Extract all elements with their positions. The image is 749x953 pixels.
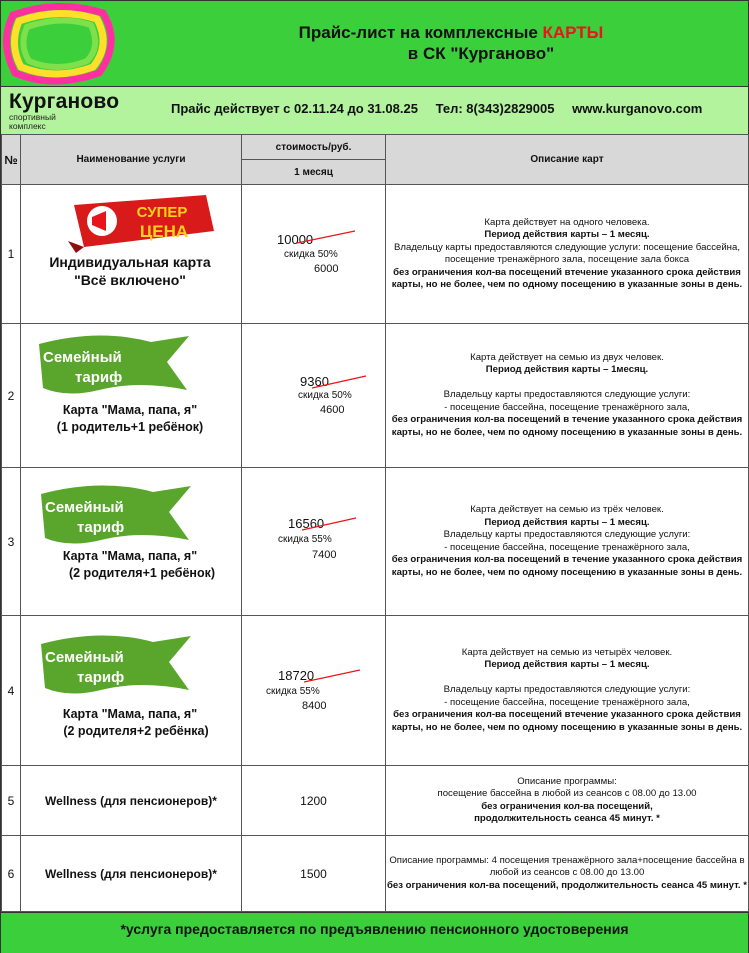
price-value: 1500 [242,836,386,912]
new-price: 7400 [312,549,337,561]
description-line: без ограничения кол-ва посещений, [481,800,653,812]
description-line [386,672,748,685]
brand-subtitle-1: спортивный [9,112,56,122]
validity-text: Прайс действует с 02.11.24 до 31.08.25 [171,101,418,116]
description-line: Период действия карты – 1 месяц. [484,516,650,528]
description-line: Владельцу карты предоставляются следующие услуги: [443,684,691,696]
table-row [2,766,749,836]
new-price: 4600 [320,404,345,416]
table-row [2,836,749,912]
service-name: Wellness (для пенсионеров)* [21,766,242,836]
old-price: 9360 [300,374,329,389]
page-subtitle: в СК "Курганово" [407,44,555,63]
table-row [2,185,749,324]
family-tariff-ribbon-icon [41,632,191,700]
row-number: 5 [2,766,21,836]
description-line: Владельцу карты предоставляются следующие услуги: [443,389,691,401]
service-name-cell [21,468,242,616]
family-tariff-ribbon-icon [41,482,191,550]
service-name: Wellness (для пенсионеров)* [21,836,242,912]
service-name-line2: (1 родитель+1 ребёнок) [56,420,204,434]
info-bar [1,87,748,135]
ribbon-line1: Семейный [45,499,124,516]
description-line: Период действия карты – 1месяц. [485,364,649,376]
row-number: 6 [2,836,21,912]
description-line: Карта действует на семью из двух человек. [470,351,664,363]
table-row [2,468,749,616]
discount-label: скидка 50% [284,249,338,260]
description-line: без ограничения кол-ва посещений, продолжительность сеанса 45 минут. * [386,879,747,891]
description-line: - посещение бассейна, посещение тренажёрного зала, [444,401,690,413]
price-cell [242,185,386,324]
row-number: 4 [2,616,21,766]
description-line: Владельцу карты предоставляются следующие услуги: посещение бассейна, посещение тренажёрного зала, посещение зала бокса [393,241,740,265]
brand-subtitle-2: комплекс [9,121,46,131]
description-line: - посещение бассейна, посещение тренажёрного зала, [444,696,690,708]
website-link[interactable]: www.kurganovo.com [572,101,703,116]
service-name-line1: Индивидуальная карта [49,254,211,270]
new-price: 8400 [302,700,327,712]
service-name-cell [21,616,242,766]
description-line: - посещение бассейна, посещение тренажёрного зала, [444,541,690,553]
col-header-price: стоимость/руб. [242,135,386,160]
discount-label: скидка 55% [266,686,320,697]
logo-swirl-icon [3,3,121,85]
table-row [2,616,749,766]
service-name-line2: "Всё включено" [74,272,186,288]
price-cell [242,324,386,468]
contact-line [171,101,702,116]
phone-text: Тел: 8(343)2829005 [435,101,555,116]
price-cell [242,616,386,766]
description-cell [386,185,749,324]
discount-label: скидка 55% [278,534,332,545]
service-name-line1: Карта "Мама, папа, я" [62,707,198,721]
strikethrough-line [302,516,358,532]
price-table [1,134,749,912]
ribbon-line2: тариф [77,669,125,686]
ribbon-line2: тариф [75,369,123,386]
description-line: продолжительность сеанса 45 минут. * [474,813,660,824]
col-header-description: Описание карт [386,135,749,185]
discount-label: скидка 50% [298,390,352,401]
brand-logo [9,91,119,131]
strikethrough-line [297,229,357,245]
description-line: Карта действует на одного человека. [484,216,650,228]
ribbon-line1: Семейный [43,349,122,366]
ribbon-line1: Семейный [45,649,124,666]
title-highlight: КАРТЫ [542,23,604,42]
service-name-line2: (2 родителя+2 ребёнка) [63,724,209,738]
description-line: Период действия карты – 1 месяц. [484,229,650,240]
strikethrough-line [304,668,362,684]
description-line: Карта действует на семью из трёх человек. [470,504,664,515]
old-price: 16560 [288,516,325,531]
page-title: Прайс-лист на комплексные КАРТЫ [298,23,604,42]
col-header-name: Наименование услуги [21,135,242,185]
col-header-number: № [2,135,21,185]
service-name-line1: Карта "Мама, папа, я" [62,549,198,563]
super-badge-line2: ЦЕНА [139,222,189,241]
row-number: 1 [2,185,21,324]
description-cell [386,766,749,836]
description-line: без ограничения кол-ва посещений в течение указанного срока действия карты, но не более, чем по одному посещению в указанные зоны в день. [391,554,743,578]
service-name-line1: Карта "Мама, папа, я" [62,403,198,417]
description-cell [386,836,749,912]
new-price: 6000 [314,263,339,275]
description-line: Карта действует на семью из четырёх человек. [461,646,673,658]
footer-note: *услуга предоставляется по предъявлению пенсионного удостоверения [1,912,748,953]
strikethrough-line [312,374,368,390]
row-number: 2 [2,324,21,468]
old-price: 18720 [278,668,315,683]
description-line: Описание программы: [517,775,617,787]
description-cell [386,324,749,468]
col-header-period: 1 месяц [242,160,386,185]
description-line: без ограничения кол-ва посещений в течение указанного срока действия карты, но не более, чем по одному посещению в указанные зоны в день. [391,414,743,438]
table-row [2,324,749,468]
description-line: без ограничения кол-ва посещений втечение указанного срока действия карты, но не более, чем по одному посещению в указанные зоны в день. [391,266,743,290]
header-band [1,1,748,87]
description-cell [386,616,749,766]
description-line: посещение бассейна в любой из сеансов с 08.00 до 13.00 [437,788,697,799]
service-name-line2: (2 родителя+1 ребёнок) [68,566,216,580]
description-line: Владельцу карты предоставляются следующие услуги: [443,529,691,540]
price-value: 1200 [242,766,386,836]
description-line [386,377,748,390]
ribbon-line2: тариф [77,519,125,536]
service-name-cell [21,324,242,468]
description-cell [386,468,749,616]
super-price-badge-icon [66,191,218,255]
description-line: Описание программы: 4 посещения тренажёрного зала+посещение бассейна в любой из сеансов с 08.00 до 13.00 [389,854,745,879]
old-price: 10000 [277,232,314,247]
description-line: без ограничения кол-ва посещений втечение указанного срока действия карты, но не более, чем по одному посещению в указанные зоны в день. [391,709,743,733]
super-badge-line1: СУПЕР [136,204,188,221]
price-cell [242,468,386,616]
row-number: 3 [2,468,21,616]
family-tariff-ribbon-icon [39,332,189,400]
description-line: Период действия карты – 1 месяц. [484,659,650,671]
brand-name: Курганово [9,90,120,113]
service-name-cell [21,185,242,324]
